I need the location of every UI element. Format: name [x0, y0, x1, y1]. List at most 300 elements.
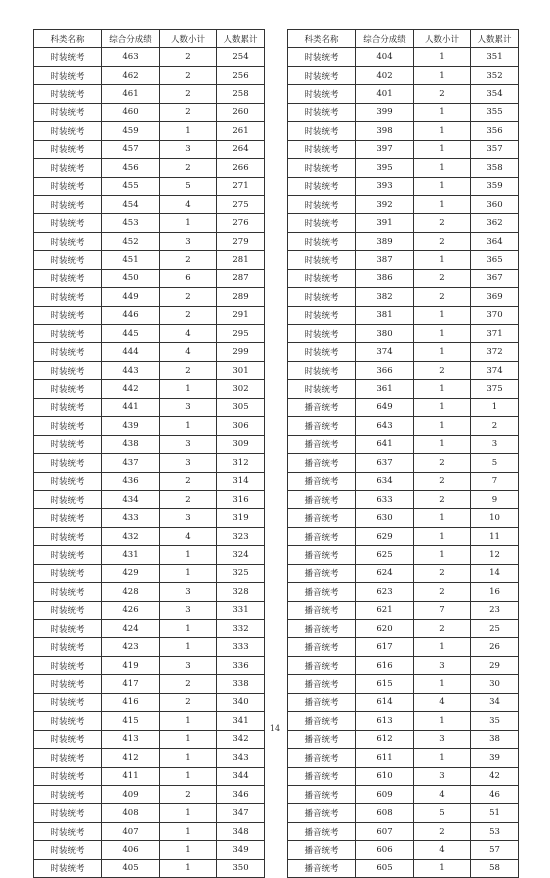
cell-category: 时装统考 [34, 269, 102, 287]
cell-score: 456 [102, 159, 160, 177]
cell-cumulative: 336 [217, 656, 265, 674]
table-row [288, 343, 519, 361]
table-row [288, 66, 519, 84]
cell-count: 1 [160, 712, 217, 730]
table-row [34, 214, 265, 232]
cell-category: 时装统考 [34, 638, 102, 656]
cell-count: 4 [414, 841, 471, 859]
cell-score: 381 [356, 306, 414, 324]
table-row [288, 638, 519, 656]
cell-score: 641 [356, 435, 414, 453]
cell-cumulative: 328 [217, 583, 265, 601]
cell-cumulative: 375 [471, 380, 519, 398]
cell-count: 1 [414, 140, 471, 158]
cell-count: 3 [160, 601, 217, 619]
table-row [288, 564, 519, 582]
cell-category: 时装统考 [34, 66, 102, 84]
cell-count: 1 [414, 177, 471, 195]
table-row [34, 656, 265, 674]
cell-category: 播音统考 [288, 785, 356, 803]
header-cumulative: 人数累计 [471, 30, 519, 48]
cell-category: 时装统考 [288, 103, 356, 121]
cell-count: 1 [160, 804, 217, 822]
cell-count: 1 [160, 546, 217, 564]
cell-category: 时装统考 [288, 288, 356, 306]
cell-cumulative: 364 [471, 232, 519, 250]
header-count: 人数小计 [414, 30, 471, 48]
table-row [34, 361, 265, 379]
cell-cumulative: 2 [471, 417, 519, 435]
table-row [288, 472, 519, 490]
cell-cumulative: 362 [471, 214, 519, 232]
cell-category: 播音统考 [288, 804, 356, 822]
cell-score: 460 [102, 103, 160, 121]
cell-category: 播音统考 [288, 398, 356, 416]
cell-cumulative: 23 [471, 601, 519, 619]
cell-score: 361 [356, 380, 414, 398]
cell-category: 播音统考 [288, 601, 356, 619]
cell-score: 625 [356, 546, 414, 564]
cell-category: 时装统考 [288, 48, 356, 66]
cell-score: 649 [356, 398, 414, 416]
table-row [288, 140, 519, 158]
cell-count: 2 [160, 85, 217, 103]
cell-score: 387 [356, 251, 414, 269]
cell-category: 播音统考 [288, 638, 356, 656]
table-row [288, 675, 519, 693]
cell-count: 1 [414, 159, 471, 177]
cell-count: 1 [414, 122, 471, 140]
cell-category: 时装统考 [34, 767, 102, 785]
cell-cumulative: 26 [471, 638, 519, 656]
cell-score: 415 [102, 712, 160, 730]
cell-count: 4 [160, 527, 217, 545]
cell-cumulative: 299 [217, 343, 265, 361]
cell-category: 时装统考 [288, 85, 356, 103]
cell-cumulative: 338 [217, 675, 265, 693]
table-row [288, 546, 519, 564]
table-row [288, 601, 519, 619]
cell-count: 1 [414, 251, 471, 269]
table-row [34, 343, 265, 361]
table-row [288, 822, 519, 840]
cell-category: 播音统考 [288, 417, 356, 435]
cell-category: 时装统考 [34, 159, 102, 177]
table-row [288, 527, 519, 545]
cell-score: 391 [356, 214, 414, 232]
cell-category: 时装统考 [288, 251, 356, 269]
cell-cumulative: 346 [217, 785, 265, 803]
cell-score: 608 [356, 804, 414, 822]
page-number: 14 [269, 724, 281, 733]
cell-score: 432 [102, 527, 160, 545]
cell-score: 438 [102, 435, 160, 453]
cell-count: 2 [160, 48, 217, 66]
cell-category: 时装统考 [34, 675, 102, 693]
cell-category: 时装统考 [34, 656, 102, 674]
cell-category: 时装统考 [288, 343, 356, 361]
cell-cumulative: 347 [217, 804, 265, 822]
cell-count: 3 [160, 435, 217, 453]
table-row [34, 546, 265, 564]
table-row [288, 214, 519, 232]
cell-score: 614 [356, 693, 414, 711]
cell-score: 411 [102, 767, 160, 785]
table-row [288, 767, 519, 785]
cell-score: 449 [102, 288, 160, 306]
cell-category: 时装统考 [34, 85, 102, 103]
header-cumulative: 人数累计 [217, 30, 265, 48]
cell-cumulative: 39 [471, 749, 519, 767]
cell-cumulative: 316 [217, 490, 265, 508]
cell-count: 2 [160, 66, 217, 84]
cell-score: 393 [356, 177, 414, 195]
table-row [34, 564, 265, 582]
cell-score: 624 [356, 564, 414, 582]
cell-category: 时装统考 [34, 490, 102, 508]
cell-cumulative: 1 [471, 398, 519, 416]
cell-category: 时装统考 [34, 232, 102, 250]
cell-category: 播音统考 [288, 822, 356, 840]
cell-category: 时装统考 [34, 177, 102, 195]
cell-cumulative: 314 [217, 472, 265, 490]
cell-cumulative: 302 [217, 380, 265, 398]
cell-category: 播音统考 [288, 712, 356, 730]
cell-cumulative: 342 [217, 730, 265, 748]
table-row [288, 583, 519, 601]
cell-cumulative: 312 [217, 454, 265, 472]
cell-category: 播音统考 [288, 472, 356, 490]
cell-cumulative: 343 [217, 749, 265, 767]
cell-category: 时装统考 [34, 122, 102, 140]
table-row [34, 269, 265, 287]
cell-cumulative: 58 [471, 859, 519, 877]
cell-score: 434 [102, 490, 160, 508]
cell-category: 时装统考 [34, 195, 102, 213]
cell-cumulative: 275 [217, 195, 265, 213]
cell-score: 463 [102, 48, 160, 66]
cell-count: 3 [414, 656, 471, 674]
cell-cumulative: 281 [217, 251, 265, 269]
cell-score: 454 [102, 195, 160, 213]
cell-score: 459 [102, 122, 160, 140]
cell-category: 时装统考 [34, 435, 102, 453]
cell-score: 416 [102, 693, 160, 711]
cell-score: 398 [356, 122, 414, 140]
cell-cumulative: 3 [471, 435, 519, 453]
cell-count: 1 [414, 306, 471, 324]
cell-cumulative: 350 [217, 859, 265, 877]
table-row [288, 417, 519, 435]
cell-score: 374 [356, 343, 414, 361]
cell-count: 1 [414, 195, 471, 213]
cell-score: 610 [356, 767, 414, 785]
score-table-right [287, 29, 519, 878]
cell-count: 1 [160, 767, 217, 785]
table-header-row [288, 30, 519, 48]
cell-score: 444 [102, 343, 160, 361]
cell-category: 时装统考 [34, 620, 102, 638]
table-row [34, 140, 265, 158]
cell-cumulative: 25 [471, 620, 519, 638]
cell-score: 446 [102, 306, 160, 324]
cell-cumulative: 355 [471, 103, 519, 121]
cell-cumulative: 266 [217, 159, 265, 177]
cell-cumulative: 369 [471, 288, 519, 306]
header-category: 科类名称 [288, 30, 356, 48]
cell-cumulative: 34 [471, 693, 519, 711]
cell-count: 2 [414, 232, 471, 250]
cell-count: 1 [414, 712, 471, 730]
table-row [288, 269, 519, 287]
cell-cumulative: 291 [217, 306, 265, 324]
cell-score: 609 [356, 785, 414, 803]
cell-category: 时装统考 [34, 306, 102, 324]
cell-category: 时装统考 [34, 380, 102, 398]
table-row [34, 822, 265, 840]
table-row [288, 841, 519, 859]
table-row [288, 693, 519, 711]
cell-cumulative: 341 [217, 712, 265, 730]
cell-count: 1 [414, 859, 471, 877]
table-row [288, 804, 519, 822]
cell-count: 1 [160, 417, 217, 435]
cell-score: 404 [356, 48, 414, 66]
cell-category: 时装统考 [34, 472, 102, 490]
cell-category: 播音统考 [288, 564, 356, 582]
cell-score: 431 [102, 546, 160, 564]
table-row [34, 472, 265, 490]
cell-cumulative: 348 [217, 822, 265, 840]
table-row [34, 325, 265, 343]
cell-category: 时装统考 [34, 251, 102, 269]
header-category: 科类名称 [34, 30, 102, 48]
cell-category: 时装统考 [34, 804, 102, 822]
cell-score: 423 [102, 638, 160, 656]
cell-category: 播音统考 [288, 490, 356, 508]
table-row [34, 103, 265, 121]
table-body-right [288, 48, 519, 878]
cell-count: 3 [160, 583, 217, 601]
cell-count: 1 [414, 527, 471, 545]
cell-count: 6 [160, 269, 217, 287]
cell-cumulative: 271 [217, 177, 265, 195]
cell-category: 时装统考 [34, 288, 102, 306]
cell-score: 606 [356, 841, 414, 859]
cell-score: 617 [356, 638, 414, 656]
cell-score: 605 [356, 859, 414, 877]
cell-count: 1 [414, 66, 471, 84]
table-row [34, 675, 265, 693]
cell-cumulative: 10 [471, 509, 519, 527]
cell-count: 2 [160, 785, 217, 803]
cell-cumulative: 295 [217, 325, 265, 343]
cell-category: 时装统考 [34, 822, 102, 840]
cell-score: 443 [102, 361, 160, 379]
cell-count: 2 [160, 103, 217, 121]
table-row [34, 195, 265, 213]
cell-score: 433 [102, 509, 160, 527]
cell-cumulative: 356 [471, 122, 519, 140]
cell-count: 2 [414, 288, 471, 306]
header-score: 综合分成绩 [356, 30, 414, 48]
table-row [34, 620, 265, 638]
cell-category: 时装统考 [288, 306, 356, 324]
cell-cumulative: 370 [471, 306, 519, 324]
cell-category: 播音统考 [288, 730, 356, 748]
table-row [34, 417, 265, 435]
cell-category: 时装统考 [34, 712, 102, 730]
header-count: 人数小计 [160, 30, 217, 48]
cell-score: 452 [102, 232, 160, 250]
cell-category: 时装统考 [34, 454, 102, 472]
table-row [288, 232, 519, 250]
cell-category: 播音统考 [288, 583, 356, 601]
cell-score: 397 [356, 140, 414, 158]
cell-category: 时装统考 [288, 177, 356, 195]
cell-count: 1 [414, 546, 471, 564]
cell-cumulative: 358 [471, 159, 519, 177]
cell-cumulative: 349 [217, 841, 265, 859]
cell-score: 442 [102, 380, 160, 398]
cell-count: 1 [414, 398, 471, 416]
cell-cumulative: 289 [217, 288, 265, 306]
cell-category: 时装统考 [288, 122, 356, 140]
table-row [34, 490, 265, 508]
cell-score: 419 [102, 656, 160, 674]
cell-cumulative: 365 [471, 251, 519, 269]
cell-count: 3 [160, 140, 217, 158]
cell-category: 时装统考 [34, 48, 102, 66]
table-row [34, 785, 265, 803]
table-row [288, 251, 519, 269]
cell-count: 2 [160, 361, 217, 379]
cell-count: 1 [160, 749, 217, 767]
cell-score: 405 [102, 859, 160, 877]
cell-category: 时装统考 [34, 140, 102, 158]
table-row [34, 251, 265, 269]
cell-category: 时装统考 [288, 214, 356, 232]
table-row [34, 288, 265, 306]
cell-count: 2 [160, 306, 217, 324]
cell-category: 时装统考 [288, 66, 356, 84]
cell-score: 441 [102, 398, 160, 416]
cell-cumulative: 258 [217, 85, 265, 103]
cell-count: 3 [160, 398, 217, 416]
cell-score: 386 [356, 269, 414, 287]
cell-count: 1 [160, 822, 217, 840]
table-row [288, 195, 519, 213]
cell-score: 395 [356, 159, 414, 177]
cell-cumulative: 276 [217, 214, 265, 232]
header-score: 综合分成绩 [102, 30, 160, 48]
cell-cumulative: 367 [471, 269, 519, 287]
cell-score: 461 [102, 85, 160, 103]
cell-cumulative: 261 [217, 122, 265, 140]
cell-category: 时装统考 [34, 785, 102, 803]
table-row [34, 583, 265, 601]
cell-category: 播音统考 [288, 675, 356, 693]
cell-count: 1 [160, 620, 217, 638]
table-row [34, 159, 265, 177]
cell-cumulative: 7 [471, 472, 519, 490]
cell-count: 2 [414, 269, 471, 287]
table-row [288, 656, 519, 674]
cell-count: 2 [160, 693, 217, 711]
cell-category: 时装统考 [34, 601, 102, 619]
cell-category: 时装统考 [34, 564, 102, 582]
table-row [288, 325, 519, 343]
cell-count: 2 [160, 159, 217, 177]
cell-score: 451 [102, 251, 160, 269]
cell-cumulative: 35 [471, 712, 519, 730]
table-row [34, 454, 265, 472]
cell-count: 4 [160, 343, 217, 361]
cell-score: 437 [102, 454, 160, 472]
cell-count: 2 [414, 822, 471, 840]
cell-cumulative: 324 [217, 546, 265, 564]
table-row [34, 306, 265, 324]
cell-score: 428 [102, 583, 160, 601]
table-row [288, 785, 519, 803]
cell-category: 播音统考 [288, 859, 356, 877]
cell-category: 时装统考 [34, 343, 102, 361]
cell-score: 455 [102, 177, 160, 195]
cell-cumulative: 306 [217, 417, 265, 435]
cell-category: 播音统考 [288, 693, 356, 711]
cell-score: 643 [356, 417, 414, 435]
cell-category: 时装统考 [34, 583, 102, 601]
cell-score: 613 [356, 712, 414, 730]
cell-category: 播音统考 [288, 767, 356, 785]
cell-count: 1 [414, 675, 471, 693]
cell-category: 时装统考 [288, 380, 356, 398]
table-row [288, 159, 519, 177]
cell-cumulative: 351 [471, 48, 519, 66]
cell-score: 409 [102, 785, 160, 803]
table-row [288, 122, 519, 140]
cell-cumulative: 323 [217, 527, 265, 545]
cell-cumulative: 51 [471, 804, 519, 822]
cell-count: 2 [414, 564, 471, 582]
cell-score: 621 [356, 601, 414, 619]
cell-cumulative: 11 [471, 527, 519, 545]
cell-count: 2 [414, 361, 471, 379]
cell-score: 382 [356, 288, 414, 306]
cell-score: 620 [356, 620, 414, 638]
table-row [288, 454, 519, 472]
cell-count: 4 [160, 195, 217, 213]
cell-cumulative: 371 [471, 325, 519, 343]
table-row [288, 398, 519, 416]
cell-score: 633 [356, 490, 414, 508]
cell-score: 637 [356, 454, 414, 472]
cell-score: 623 [356, 583, 414, 601]
cell-score: 426 [102, 601, 160, 619]
table-row [34, 435, 265, 453]
cell-score: 408 [102, 804, 160, 822]
cell-score: 445 [102, 325, 160, 343]
cell-category: 播音统考 [288, 527, 356, 545]
table-row [288, 859, 519, 877]
cell-count: 2 [414, 214, 471, 232]
cell-score: 630 [356, 509, 414, 527]
cell-count: 2 [160, 490, 217, 508]
cell-score: 607 [356, 822, 414, 840]
cell-score: 439 [102, 417, 160, 435]
table-row [288, 85, 519, 103]
cell-cumulative: 279 [217, 232, 265, 250]
